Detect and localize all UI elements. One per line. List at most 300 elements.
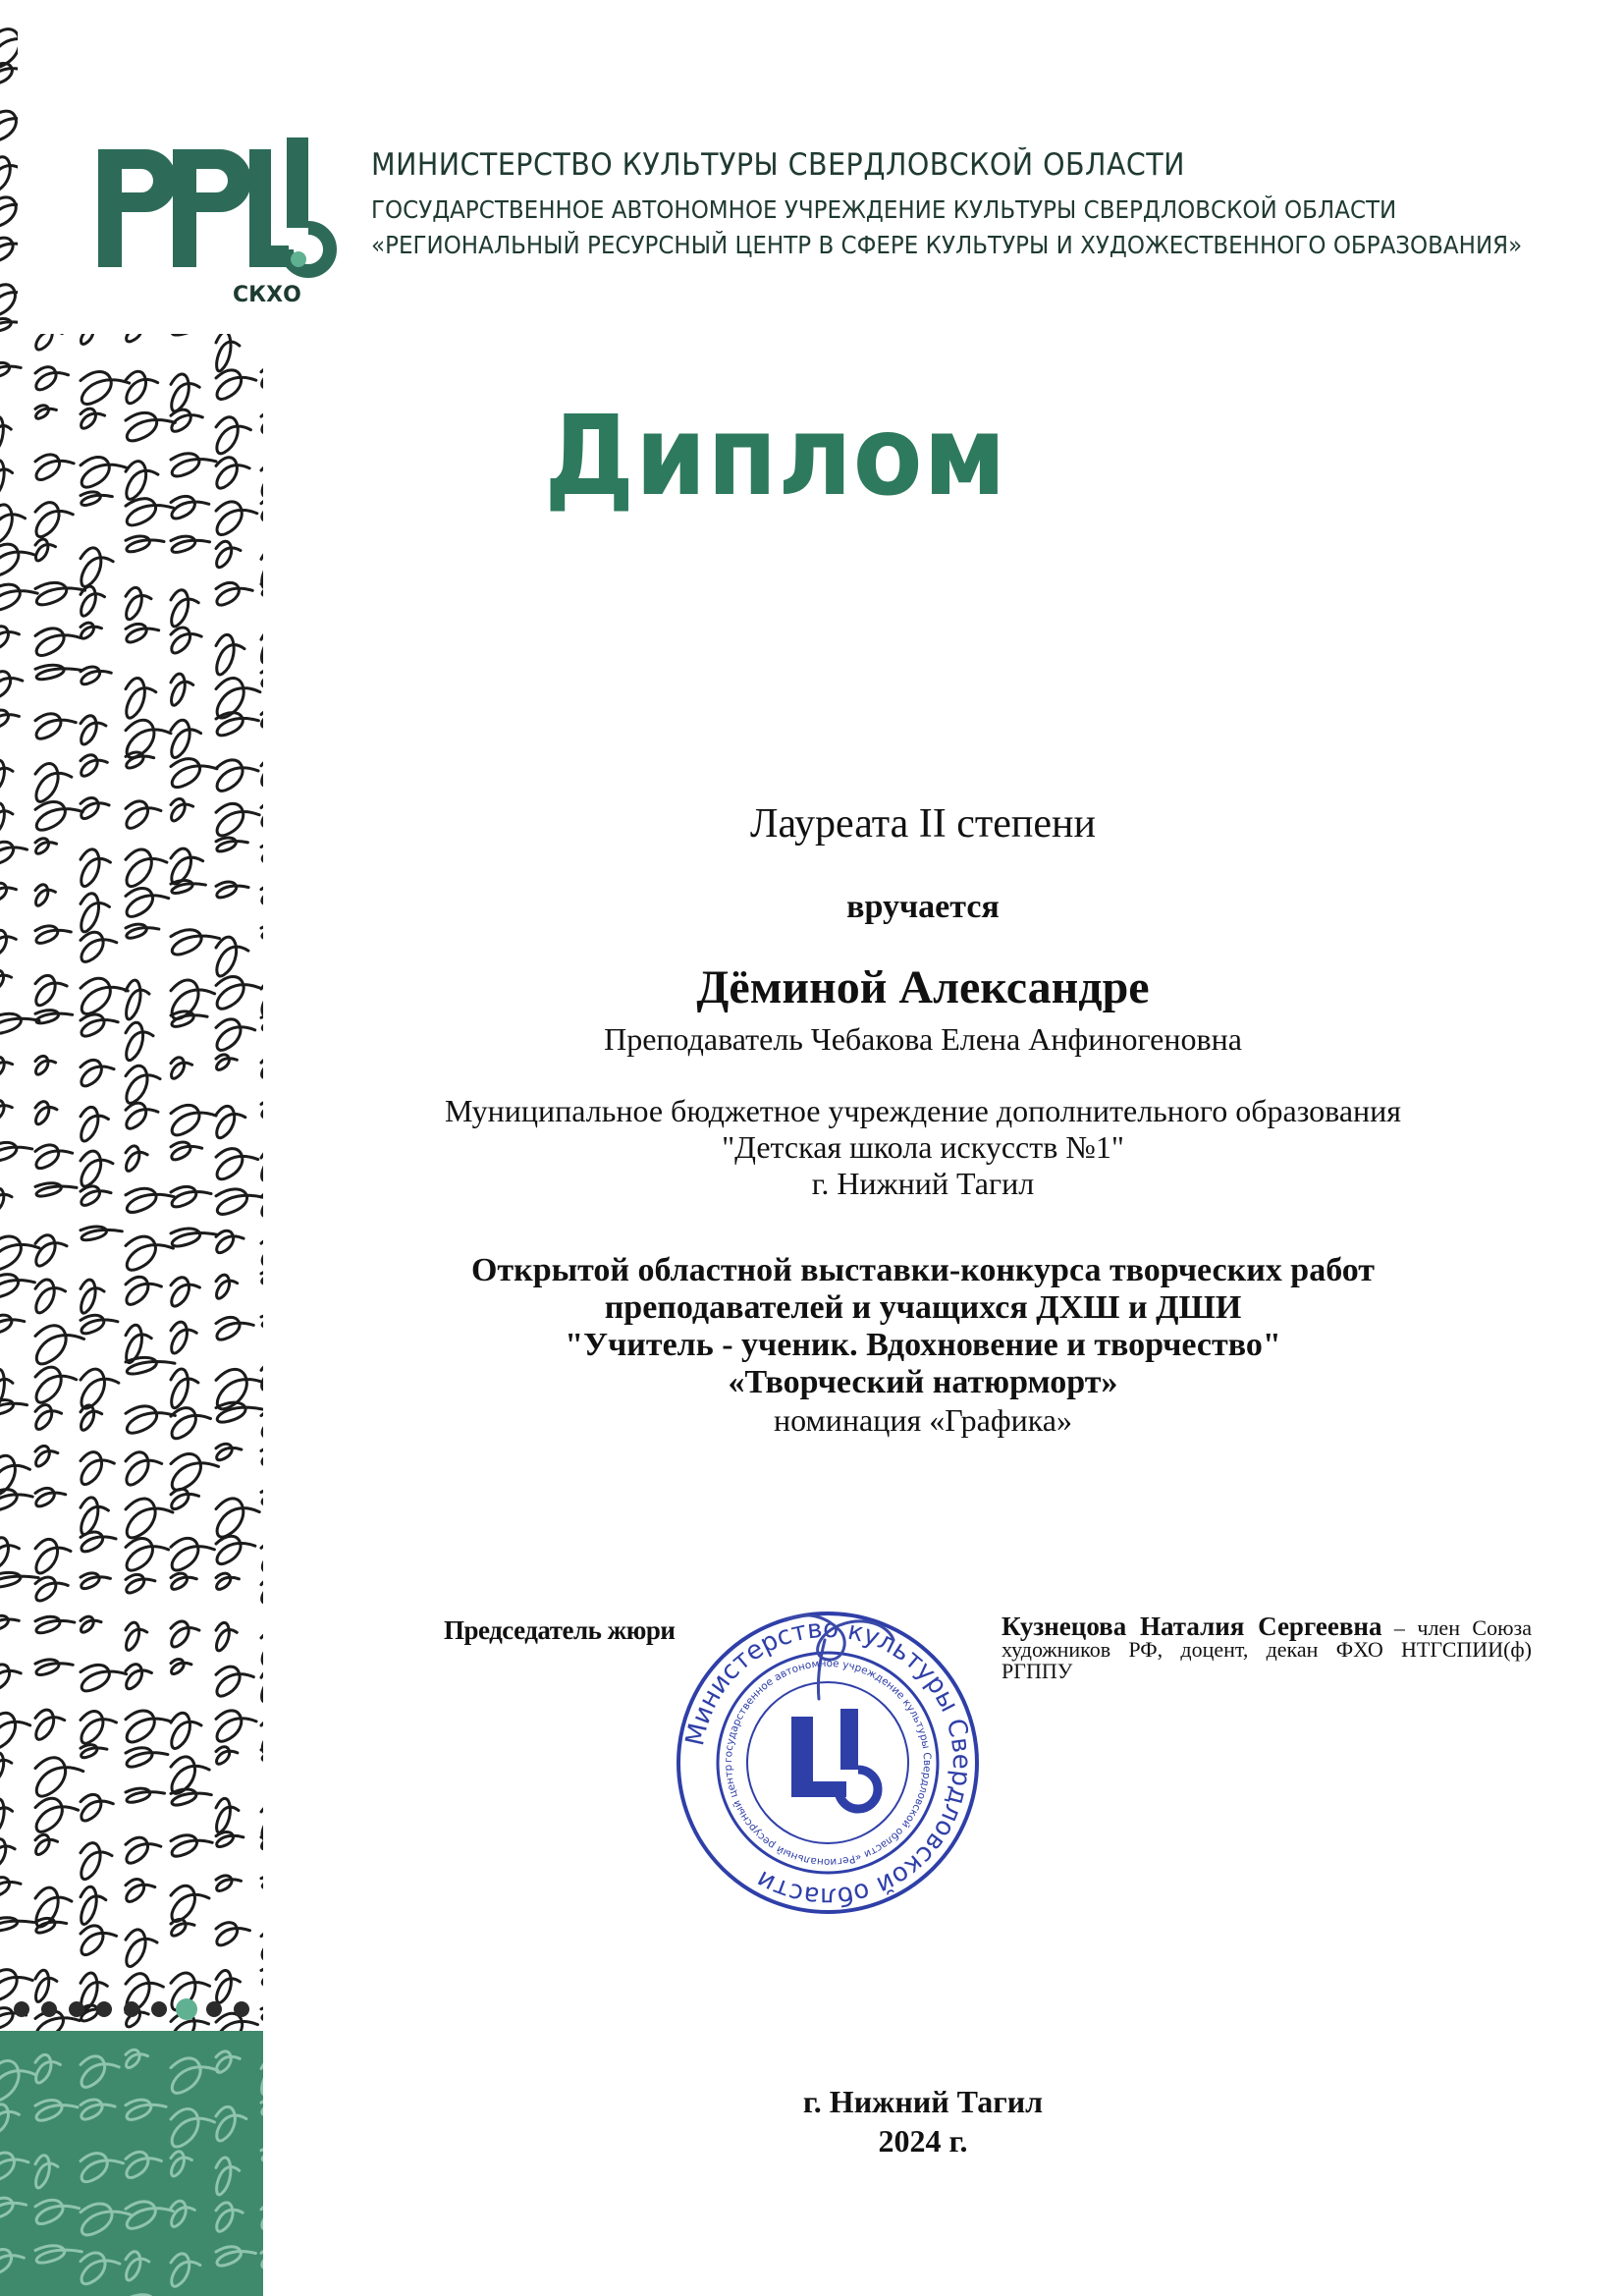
calligraphy-swirl: [171, 454, 216, 476]
calligraphy-swirl: [35, 1710, 65, 1739]
calligraphy-swirl: [261, 979, 263, 1015]
calligraphy-swirl: [126, 1236, 173, 1270]
calligraphy-swirl: [35, 1102, 57, 1124]
calligraphy-swirl: [81, 1665, 127, 1691]
calligraphy-swirl: [35, 582, 85, 604]
calligraphy-swirl: [35, 1539, 71, 1573]
calligraphy-swirl: [81, 1315, 118, 1333]
juror-info: [1001, 1612, 1532, 1683]
calligraphy-swirl: [171, 848, 203, 884]
calligraphy-swirl: [35, 1235, 67, 1266]
decorative-dot: [69, 2001, 84, 2017]
calligraphy-swirl: [0, 2153, 28, 2180]
calligraphy-swirl: [81, 932, 117, 961]
calligraphy-swirl: [261, 366, 263, 388]
calligraphy-swirl: [261, 1012, 263, 1030]
decorative-dot: [41, 2001, 57, 2017]
calligraphy-swirl: [81, 409, 105, 428]
calligraphy-swirl: [0, 930, 16, 956]
calligraphy-swirl: [216, 1019, 255, 1050]
calligraphy-swirl: [81, 2154, 123, 2182]
calligraphy-swirl: [216, 1402, 263, 1422]
logo-subtitle: СКХО: [233, 283, 301, 307]
calligraphy-swirl: [171, 2201, 194, 2226]
calligraphy-swirl: [171, 590, 198, 627]
calligraphy-swirl: [35, 503, 73, 537]
calligraphy-swirl: [261, 884, 263, 903]
calligraphy-swirl: [216, 1798, 239, 1832]
calligraphy-swirl: [35, 1660, 73, 1675]
calligraphy-swirl: [171, 881, 205, 894]
calligraphy-swirl: [216, 1106, 245, 1137]
decorative-dot: [176, 1998, 197, 2020]
calligraphy-swirl: [35, 1798, 79, 1831]
calligraphy-swirl: [35, 1011, 73, 1023]
calligraphy-swirl: [35, 2054, 60, 2083]
calligraphy-swirl: [126, 1452, 162, 1485]
calligraphy-swirl: [171, 1489, 199, 1508]
contest-block: [324, 1252, 1522, 1439]
calligraphy-swirl: [216, 1747, 238, 1764]
calligraphy-swirl: [0, 1057, 13, 1077]
calligraphy-swirl: [0, 1839, 15, 1868]
decorative-dot: [14, 2001, 29, 2017]
calligraphy-swirl: [261, 1407, 263, 1437]
calligraphy-swirl: [261, 1099, 263, 1118]
calligraphy-swirl: [126, 889, 169, 917]
calligraphy-swirl: [35, 1834, 58, 1854]
recipient-name: Дёминой Александре: [696, 961, 1150, 1013]
calligraphy-swirl: [216, 1573, 239, 1589]
calligraphy-swirl: [81, 457, 127, 487]
calligraphy-swirl: [216, 760, 258, 792]
calligraphy-swirl: [261, 1446, 263, 1465]
calligraphy-swirl: [81, 586, 104, 616]
calligraphy-swirl: [216, 1536, 255, 1563]
calligraphy-swirl: [81, 1227, 122, 1240]
calligraphy-swirl: [216, 1876, 242, 1891]
calligraphy-swirl: [126, 1538, 169, 1570]
calligraphy-swirl: [171, 1660, 191, 1674]
institution-line-1: ГОСУДАРСТВЕННОЕ АВТОНОМНОЕ УЧРЕЖДЕНИЕ КУЛЬТУРЫ СВЕРДЛОВСКОЙ ОБЛАСТИ: [371, 195, 1397, 224]
teacher-name: Преподаватель Чебакова Елена Анфиногеновна: [604, 1021, 1242, 1057]
calligraphy-swirl: [171, 1278, 199, 1306]
stamp-inner-text: государственное автономное учреждение культуры Свердловской области «Региональный ресурсный центр: [722, 1657, 934, 1869]
calligraphy-swirl: [171, 1621, 199, 1647]
calligraphy-swirl: [81, 1843, 112, 1880]
calligraphy-swirl: [81, 1886, 106, 1924]
calligraphy-swirl: [261, 461, 263, 497]
calligraphy-swirl: [0, 970, 12, 990]
calligraphy-swirl: [81, 372, 130, 405]
calligraphy-swirl: [126, 849, 167, 887]
calligraphy-swirl: [35, 406, 56, 418]
contest-line-3: "Учитель - ученик. Вдохновение и творчество": [565, 1327, 1281, 1363]
calligraphy-swirl: [126, 1103, 158, 1128]
calligraphy-swirl: [171, 1835, 212, 1856]
calligraphy-swirl: [35, 1577, 68, 1601]
calligraphy-swirl: [126, 587, 151, 619]
calligraphy-swirl: [171, 1408, 210, 1439]
organization-line-1: Муниципальное бюджетное учреждение дополнительного образования: [444, 1093, 1402, 1128]
calligraphy-swirl: [126, 1574, 155, 1593]
calligraphy-swirl: [81, 1405, 102, 1430]
calligraphy-swirl: [81, 1926, 117, 1955]
calligraphy-swirl: [171, 496, 209, 519]
calligraphy-swirl: [81, 1186, 111, 1205]
calligraphy-swirl: [81, 1151, 113, 1186]
calligraphy-swirl: [81, 894, 109, 932]
calligraphy-swirl: [216, 1230, 244, 1252]
calligraphy-swirl: [81, 1014, 118, 1036]
calligraphy-swirl: [171, 1757, 209, 1793]
calligraphy-swirl: [81, 1794, 113, 1821]
calligraphy-swirl: [35, 455, 74, 480]
calligraphy-swirl: [126, 2050, 147, 2067]
calligraphy-swirl: [0, 1918, 33, 1931]
juror-name: Кузнецова Наталия Сергеевна: [1001, 1612, 1382, 1641]
decorative-calligraphy-strip: [0, 0, 263, 2296]
calligraphy-swirl: [0, 1142, 32, 1161]
calligraphy-swirl: [261, 1363, 263, 1390]
calligraphy-swirl: [81, 2204, 131, 2235]
calligraphy-swirl: [261, 1313, 263, 1327]
calligraphy-swirl: [81, 1060, 114, 1086]
chair-signature: [766, 1601, 913, 1748]
calligraphy-swirl: [216, 634, 244, 675]
calligraphy-swirl: [126, 624, 159, 642]
calligraphy-swirl: [35, 839, 57, 853]
calligraphy-swirl: [0, 1275, 34, 1297]
calligraphy-swirl: [261, 2005, 263, 2020]
calligraphy-swirl: [0, 362, 21, 377]
calligraphy-swirl: [126, 1406, 175, 1433]
calligraphy-swirl: [261, 630, 263, 662]
calligraphy-swirl: [81, 1532, 116, 1552]
calligraphy-swirl: [35, 1056, 56, 1074]
calligraphy-swirl: [0, 803, 13, 835]
calligraphy-swirl: [126, 1880, 155, 1902]
calligraphy-swirl: [261, 1668, 263, 1702]
calligraphy-swirl: [126, 1357, 175, 1374]
calligraphy-swirl: [0, 2060, 35, 2101]
calligraphy-swirl: [216, 1444, 242, 1459]
calligraphy-swirl: [171, 674, 193, 705]
calligraphy-swirl: [81, 1107, 108, 1141]
calligraphy-swirl: [35, 1488, 66, 1506]
calligraphy-swirl: [35, 1280, 66, 1313]
calligraphy-swirl: [261, 1057, 263, 1077]
calligraphy-swirl: [171, 1886, 209, 1921]
decorative-dot: [206, 2001, 222, 2017]
calligraphy-swirl: [81, 978, 128, 1013]
institution-line-2: «РЕГИОНАЛЬНЫЙ РЕСУРСНЫЙ ЦЕНТР В СФЕРЕ КУЛЬТУРЫ И ХУДОЖЕСТВЕННОГО ОБРАЗОВАНИЯ»: [371, 231, 1523, 259]
calligraphy-swirl: [0, 1753, 12, 1781]
calligraphy-swirl: [81, 1452, 114, 1485]
calligraphy-swirl: [35, 1326, 84, 1364]
calligraphy-swirl: [171, 720, 201, 757]
calligraphy-swirl: [0, 505, 26, 543]
decorative-dot: [151, 2001, 167, 2017]
calligraphy-swirl: [81, 2056, 119, 2088]
calligraphy-swirl: [35, 1145, 73, 1169]
calligraphy-swirl: [171, 628, 201, 653]
calligraphy-swirl: [35, 1183, 77, 1196]
calligraphy-swirl: [81, 1616, 101, 1632]
calligraphy-swirl: [216, 1275, 238, 1298]
calligraphy-swirl: [171, 2058, 218, 2093]
calligraphy-swirl: [0, 1799, 13, 1833]
calligraphy-swirl: [216, 541, 241, 567]
issuer-header: [371, 147, 1569, 263]
calligraphy-swirl: [35, 1970, 57, 2001]
calligraphy-swirl: [0, 672, 23, 698]
document-title: Диплом: [544, 393, 1007, 520]
calligraphy-swirl: [216, 1149, 258, 1179]
calligraphy-swirl: [0, 627, 19, 649]
calligraphy-swirl: [126, 1930, 157, 1967]
calligraphy-swirl: [261, 1270, 263, 1284]
calligraphy-swirl: [261, 800, 263, 826]
calligraphy-swirl: [35, 539, 55, 561]
calligraphy-swirl: [261, 2147, 263, 2161]
calligraphy-swirl: [0, 1236, 39, 1270]
calligraphy-swirl: [0, 1970, 32, 2000]
calligraphy-swirl: [216, 332, 240, 371]
calligraphy-swirl: [81, 548, 113, 587]
calligraphy-swirl: [126, 499, 174, 525]
calligraphy-swirl: [171, 1058, 192, 1078]
calligraphy-swirl: [81, 492, 112, 506]
calligraphy-swirl: [261, 1627, 263, 1665]
contest-line-1: Открытой областной выставки-конкурса творческих работ: [470, 1252, 1376, 1288]
calligraphy-swirl: [0, 1713, 30, 1748]
calligraphy-swirl: [126, 1837, 161, 1863]
calligraphy-swirl: [126, 1066, 160, 1103]
calligraphy-swirl: [81, 667, 111, 684]
calligraphy-swirl: [126, 536, 164, 552]
calligraphy-swirl: [126, 1788, 165, 1802]
calligraphy-swirl: [126, 1277, 161, 1304]
calligraphy-swirl: [216, 2203, 243, 2231]
calligraphy-swirl: [171, 1538, 214, 1570]
calligraphy-swirl: [126, 462, 158, 500]
calligraphy-swirl: [0, 461, 13, 497]
calligraphy-swirl: [0, 1665, 21, 1690]
calligraphy-swirl: [35, 2200, 80, 2223]
calligraphy-swirl: [126, 1748, 168, 1767]
calligraphy-swirl: [126, 412, 175, 440]
calligraphy-swirl: [261, 1832, 263, 1849]
calligraphy-swirl: [126, 1711, 172, 1742]
jury-chair-label: Председатель жюри: [444, 1615, 676, 1645]
calligraphy-swirl: [171, 374, 199, 411]
calligraphy-swirl: [126, 2202, 173, 2228]
calligraphy-swirl: [0, 760, 13, 792]
logo-mark: [90, 137, 346, 314]
calligraphy-swirl: [35, 801, 82, 830]
calligraphy-swirl: [261, 1875, 263, 1888]
calligraphy-swirl: [261, 668, 263, 686]
calligraphy-swirl: [216, 713, 258, 736]
calligraphy-swirl: [261, 1928, 263, 1960]
calligraphy-swirl: [35, 764, 72, 802]
calligraphy-swirl: [261, 497, 263, 520]
footer-year: 2024 г.: [878, 2123, 968, 2159]
calligraphy-swirl: [81, 1711, 116, 1743]
calligraphy-swirl: [171, 410, 202, 431]
calligraphy-swirl: [35, 1405, 62, 1430]
calligraphy-swirl: [35, 1446, 58, 1466]
calligraphy-swirl: [81, 1573, 110, 1589]
calligraphy-swirl: [261, 2099, 263, 2115]
calligraphy-swirl: [261, 758, 263, 786]
ministry-name: МИНИСТЕРСТВО КУЛЬТУРЫ СВЕРДЛОВСКОЙ ОБЛАСТИ: [371, 147, 1185, 183]
calligraphy-swirl: [81, 716, 106, 744]
calligraphy-swirl: [261, 1190, 263, 1217]
calligraphy-swirl: [0, 710, 19, 728]
calligraphy-swirl: [81, 798, 109, 819]
calligraphy-swirl: [216, 1317, 253, 1339]
calligraphy-swirl: [126, 2152, 161, 2177]
calligraphy-swirl: [0, 1399, 27, 1414]
calligraphy-swirl: [216, 882, 248, 898]
calligraphy-swirl: [126, 980, 149, 1019]
calligraphy-pattern: [0, 0, 263, 2296]
calligraphy-swirl: [171, 798, 193, 821]
organization-block: [324, 1093, 1522, 1202]
calligraphy-swirl: [0, 842, 27, 863]
calligraphy-swirl: [0, 1572, 38, 1587]
calligraphy-swirl: [216, 1499, 259, 1537]
calligraphy-swirl: [35, 926, 71, 944]
calligraphy-swirl: [0, 2249, 24, 2273]
calligraphy-swirl: [216, 1923, 249, 1945]
calligraphy-swirl: [216, 976, 260, 1009]
footer: [324, 2082, 1522, 2160]
calligraphy-swirl: [126, 801, 161, 829]
calligraphy-swirl: [35, 629, 81, 656]
calligraphy-swirl: [35, 665, 81, 679]
calligraphy-swirl: [171, 1919, 194, 1936]
calligraphy-swirl: [216, 1711, 256, 1741]
calligraphy-swirl: [216, 1055, 237, 1070]
contest-nomination: номинация «Графика»: [774, 1402, 1072, 1438]
calligraphy-swirl: [126, 1146, 147, 1172]
stamp-outer-text: Министерство культуры Свердловской области: [680, 1613, 977, 1912]
calligraphy-swirl: [81, 849, 110, 887]
calligraphy-swirl: [216, 2158, 240, 2195]
calligraphy-swirl: [35, 885, 55, 905]
calligraphy-swirl: [171, 536, 210, 552]
calligraphy-swirl: [126, 1622, 147, 1650]
calligraphy-swirl: [261, 1235, 263, 1266]
calligraphy-swirl: [81, 1369, 119, 1408]
calligraphy-swirl: [0, 1490, 32, 1510]
calligraphy-swirl: [35, 2100, 78, 2120]
calligraphy-swirl: [81, 1745, 107, 1758]
calligraphy-swirl: [0, 1615, 19, 1629]
calligraphy-swirl: [216, 2247, 255, 2266]
calligraphy-swirl: [171, 1229, 217, 1246]
calligraphy-swirl: [126, 1022, 153, 1060]
calligraphy-swirl: [171, 1454, 218, 1491]
calligraphy-swirl: [171, 1789, 211, 1805]
calligraphy-swirl: [0, 1188, 12, 1212]
calligraphy-swirl: [35, 1758, 83, 1796]
calligraphy-swirl: [35, 1616, 75, 1632]
footer-city: г. Нижний Тагил: [802, 2084, 1044, 2119]
calligraphy-swirl: [35, 1367, 77, 1402]
awarded-text: вручается: [846, 889, 1000, 925]
calligraphy-swirl: [216, 937, 248, 976]
calligraphy-swirl: [216, 1667, 253, 1696]
calligraphy-swirl: [171, 1186, 211, 1207]
calligraphy-swirl: [216, 1971, 241, 2003]
calligraphy-swirl: [216, 1832, 244, 1847]
calligraphy-swirl: [216, 838, 247, 851]
calligraphy-swirl: [261, 1539, 263, 1572]
calligraphy-swirl: [261, 2058, 263, 2095]
calligraphy-swirl: [126, 924, 159, 938]
calligraphy-swirl: [261, 1149, 263, 1180]
calligraphy-swirl: [0, 2105, 19, 2134]
calligraphy-swirl: [0, 416, 11, 452]
calligraphy-swirl: [126, 371, 158, 403]
calligraphy-swirl: [171, 1573, 196, 1589]
calligraphy-swirl: [35, 975, 67, 1005]
award-degree: Лауреата II степени: [750, 801, 1096, 847]
calligraphy-swirl: [261, 924, 263, 938]
calligraphy-swirl: [0, 1878, 21, 1896]
calligraphy-swirl: [171, 1322, 196, 1353]
calligraphy-swirl: [216, 2051, 240, 2073]
calligraphy-swirl: [171, 1713, 201, 1748]
calligraphy-swirl: [0, 1013, 39, 1033]
calligraphy-swirl: [261, 1488, 263, 1504]
calligraphy-swirl: [261, 2202, 263, 2229]
organization-line-2: "Детская школа искусств №1": [722, 1129, 1124, 1165]
calligraphy-swirl: [0, 584, 37, 610]
calligraphy-swirl: [261, 710, 263, 727]
decorative-dot: [124, 2001, 139, 2017]
calligraphy-swirl: [216, 1189, 263, 1215]
calligraphy-swirl: [126, 1499, 173, 1538]
calligraphy-swirl: [35, 367, 68, 390]
calligraphy-swirl: [216, 678, 260, 718]
calligraphy-swirl: [81, 1498, 108, 1535]
organization-city: г. Нижний Тагил: [811, 1166, 1035, 1201]
calligraphy-swirl: [0, 883, 16, 901]
calligraphy-swirl: [216, 803, 259, 836]
calligraphy-swirl: [171, 1369, 198, 1408]
calligraphy-swirl: [216, 582, 252, 605]
calligraphy-swirl: [81, 755, 107, 776]
calligraphy-swirl: [35, 2156, 58, 2188]
juror-description: – член Союза художников РФ, доцент, декан ФХО НТГСПИИ(ф) РГППУ: [1001, 1615, 1532, 1683]
calligraphy-swirl: [126, 2252, 149, 2280]
strip-bottom-green: [0, 2031, 263, 2296]
calligraphy-swirl: [0, 2198, 27, 2217]
calligraphy-swirl: [171, 2254, 200, 2286]
calligraphy-swirl: [171, 2108, 214, 2147]
calligraphy-swirl: [171, 2152, 191, 2176]
decorative-dot: [234, 2001, 249, 2017]
calligraphy-swirl: [126, 2100, 166, 2119]
calligraphy-swirl: [126, 1665, 151, 1689]
calligraphy-swirl: [261, 1965, 263, 1986]
calligraphy-swirl: [0, 1315, 25, 1333]
